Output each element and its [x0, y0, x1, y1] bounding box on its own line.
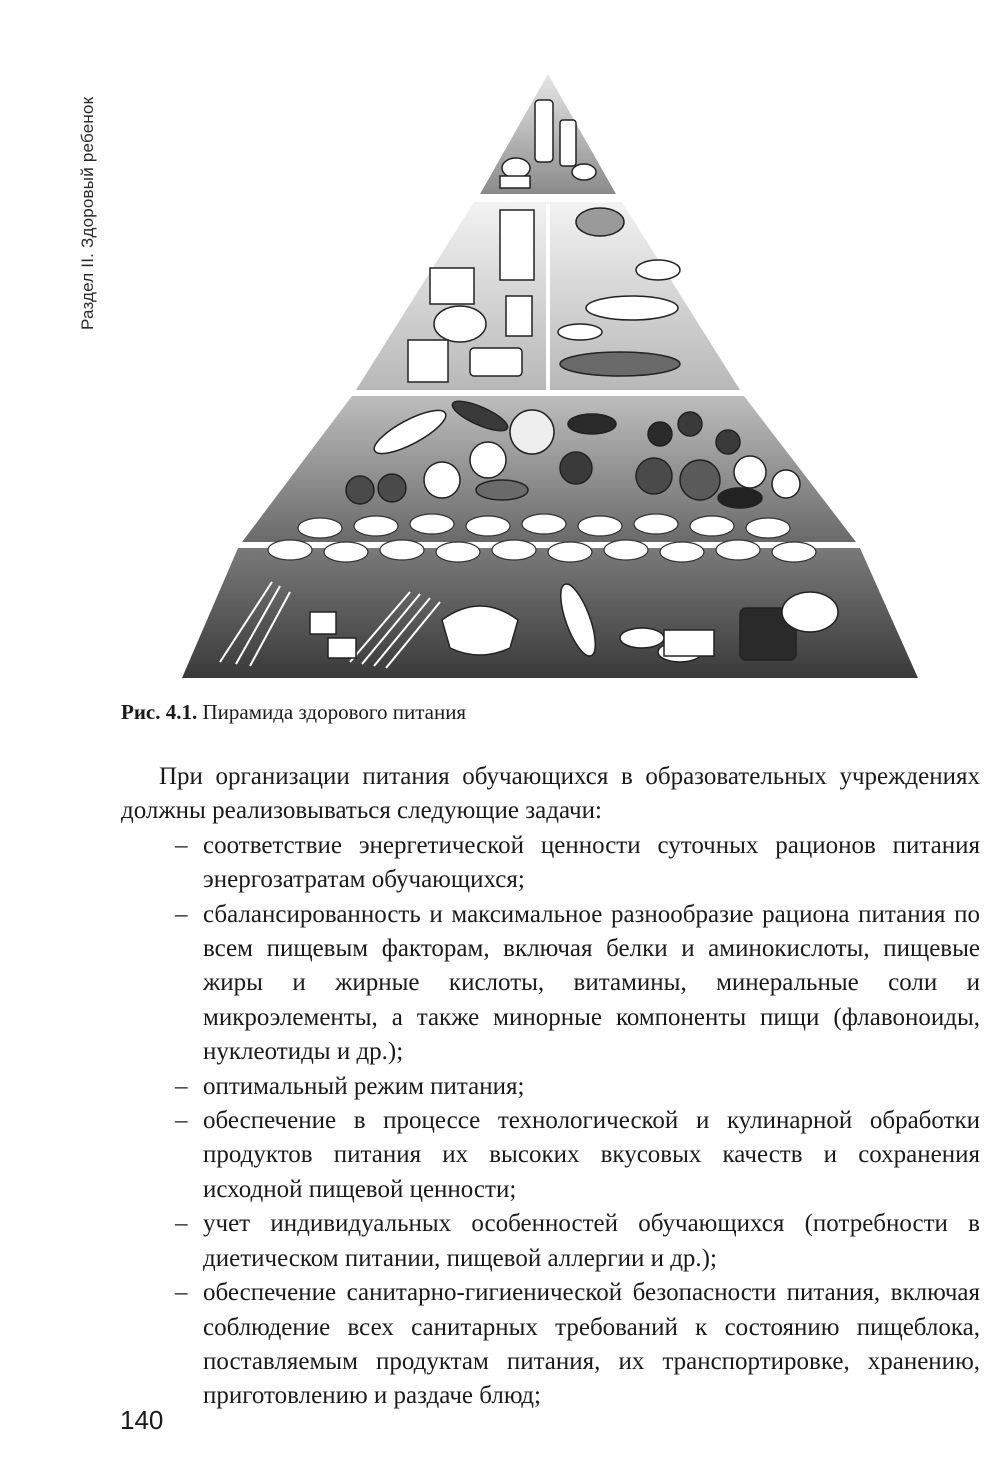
- list-dash: –: [175, 900, 188, 928]
- running-header: Раздел II. Здоровый ребенок: [78, 96, 97, 330]
- list-item-text: учет индивидуальных особенностей обучающихся (потребности в диетическом питании, пищевой аллергии и др.);: [203, 1210, 980, 1272]
- figure-caption-text: Пирамида здорового питания: [202, 700, 467, 724]
- figure-caption: [121, 700, 466, 725]
- list-item: [121, 1070, 980, 1104]
- list-item-text: сбалансированность и максимальное разнообразие рациона питания по всем пищевым факторам, включая белки и аминокислоты, пищевые жиры и жирные кислоты, витамины, минеральные соли и микроэлементы, а также минорные компоненты пищи (флавоноиды, нуклеотиды и др.);: [203, 900, 980, 1066]
- list-item: [121, 898, 980, 1070]
- food-pyramid-illustration: [180, 72, 920, 680]
- list-dash: –: [175, 1072, 188, 1100]
- list-item: [121, 829, 980, 898]
- list-item-text: обеспечение санитарно-гигиенической безопасности питания, включая соблюдение всех санитарных требований к состоянию пищеблока, поставляемым продуктам питания, их транспортировке, хранению, приготовлению и раздаче блюд;: [203, 1279, 980, 1410]
- intro-paragraph: При организации питания обучающихся в образовательных учреждениях должны реализовываться следующие задачи:: [121, 763, 980, 825]
- list-item-text: оптимальный режим питания;: [203, 1072, 525, 1100]
- list-dash: –: [175, 1279, 188, 1307]
- task-list: [121, 829, 980, 1414]
- list-item: [121, 1276, 980, 1414]
- list-item-text: соответствие энергетической ценности суточных рационов питания энергозатратам обучающихся;: [203, 831, 980, 894]
- list-item: [121, 1104, 980, 1207]
- figure-caption-label: Рис. 4.1.: [121, 700, 198, 724]
- list-item-text: обеспечение в процессе технологической и кулинарной обработки продуктов питания их высоких вкусовых качеств и сохранения исходной пищевой ценности;: [203, 1107, 980, 1203]
- list-dash: –: [175, 1107, 188, 1135]
- list-dash: –: [175, 831, 188, 859]
- list-item: [121, 1207, 980, 1276]
- page-number: 140: [120, 1405, 164, 1435]
- body-text: [121, 760, 980, 1414]
- list-dash: –: [175, 1210, 188, 1238]
- food-pyramid-figure: [180, 72, 920, 680]
